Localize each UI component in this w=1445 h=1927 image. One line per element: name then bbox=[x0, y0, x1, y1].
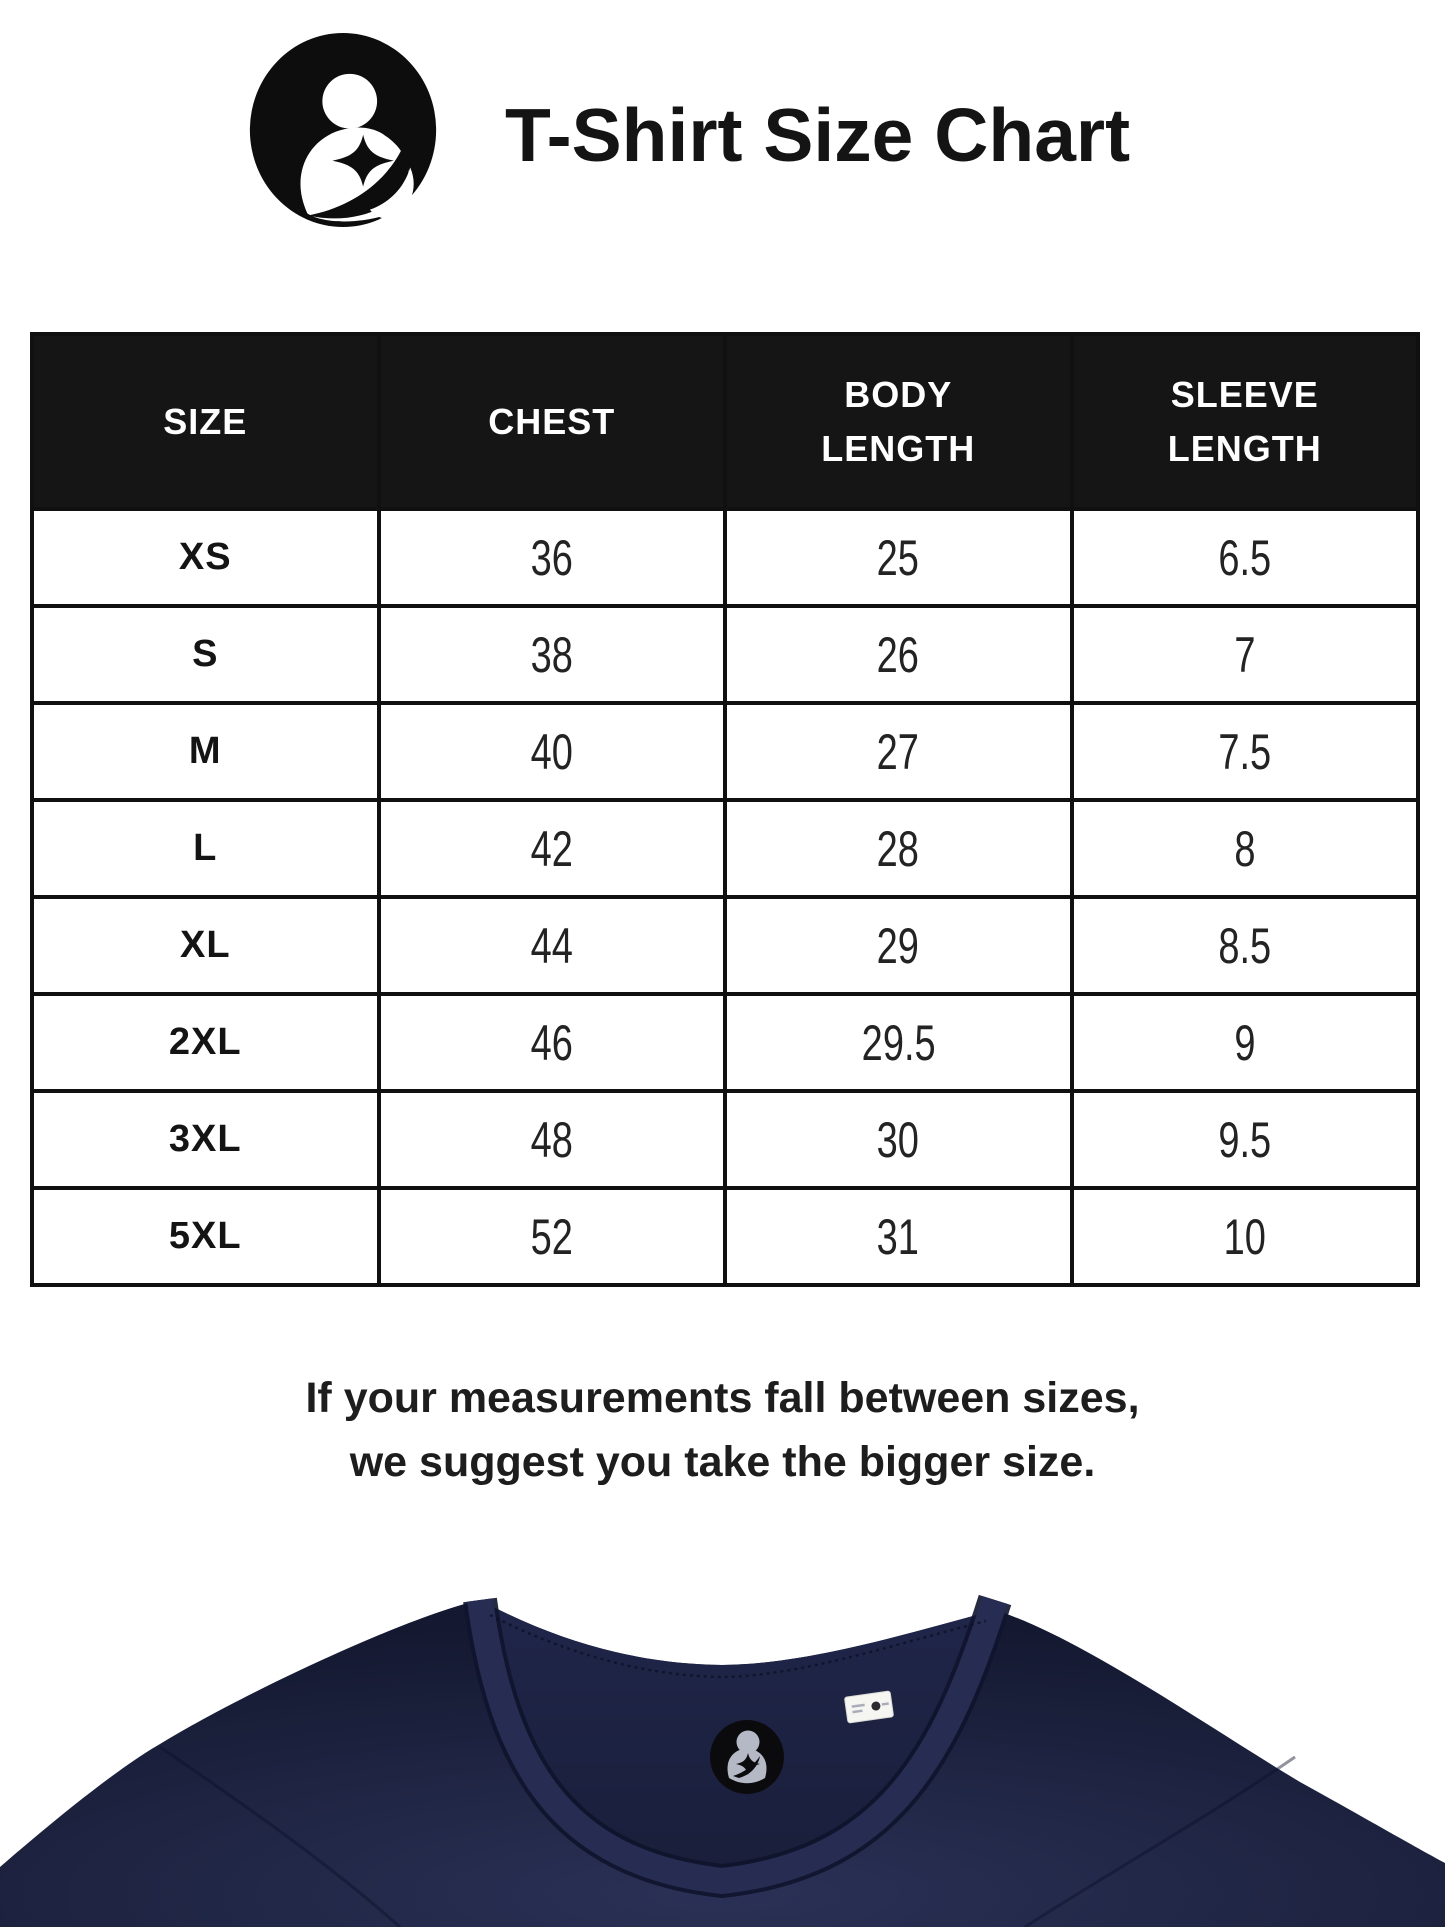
collar-brand-label bbox=[710, 1720, 784, 1794]
table-row-3xl bbox=[32, 1091, 1418, 1188]
table-row-xs bbox=[32, 509, 1418, 606]
body-length-value: 30 bbox=[877, 1111, 920, 1168]
sleeve-length-value: 9 bbox=[1234, 1014, 1256, 1071]
size-label: 3XL bbox=[168, 1118, 242, 1160]
table-row-s bbox=[32, 606, 1418, 703]
size-label: M bbox=[188, 730, 222, 772]
size-label: 5XL bbox=[168, 1215, 242, 1257]
size-label: L bbox=[193, 827, 218, 869]
chest-value: 36 bbox=[530, 529, 573, 586]
fit-note bbox=[0, 1366, 1445, 1494]
sleeve-length-value: 9.5 bbox=[1218, 1111, 1272, 1168]
chest-value: 42 bbox=[530, 820, 573, 877]
chest-value: 40 bbox=[530, 723, 573, 780]
page-title: T-Shirt Size Chart bbox=[505, 93, 1131, 177]
chest-value: 48 bbox=[530, 1111, 573, 1168]
sleeve-length-value: 6.5 bbox=[1218, 529, 1272, 586]
body-length-value: 27 bbox=[877, 723, 920, 780]
fit-note-line-2: we suggest you take the bigger size. bbox=[349, 1438, 1096, 1486]
size-chart-table bbox=[30, 332, 1420, 1287]
body-length-value: 25 bbox=[877, 529, 920, 586]
table-row-l bbox=[32, 800, 1418, 897]
size-label: 2XL bbox=[168, 1021, 242, 1063]
table-header-row bbox=[32, 334, 1418, 509]
chest-value: 38 bbox=[530, 626, 573, 683]
table-row-xl bbox=[32, 897, 1418, 994]
chest-value: 52 bbox=[530, 1208, 573, 1265]
sleeve-length-value: 8 bbox=[1234, 820, 1256, 877]
sleeve-length-value: 7 bbox=[1234, 626, 1256, 683]
size-label: XL bbox=[179, 924, 231, 966]
col-header-body-length: BODY LENGTH bbox=[725, 334, 1072, 509]
col-header-size: SIZE bbox=[32, 334, 379, 509]
body-length-value: 29 bbox=[877, 917, 920, 974]
brand-logo parent-and-child-icon bbox=[247, 30, 439, 230]
col-header-chest: CHEST bbox=[379, 334, 726, 509]
size-label: XS bbox=[178, 536, 232, 578]
chest-value: 44 bbox=[530, 917, 573, 974]
table-row-5xl bbox=[32, 1188, 1418, 1285]
size-label: S bbox=[192, 633, 219, 675]
tshirt-graphic bbox=[0, 1557, 1445, 1927]
brand-header bbox=[247, 30, 1130, 230]
col-header-sleeve-length: SLEEVE LENGTH bbox=[1072, 334, 1419, 509]
body-length-value: 26 bbox=[877, 626, 920, 683]
sleeve-length-value: 8.5 bbox=[1218, 917, 1272, 974]
table-row-m bbox=[32, 703, 1418, 800]
product-photo tshirt-collar-image bbox=[0, 1557, 1445, 1927]
body-length-value: 31 bbox=[877, 1208, 920, 1265]
sleeve-length-value: 7.5 bbox=[1218, 723, 1272, 780]
body-length-value: 29.5 bbox=[861, 1014, 936, 1071]
fit-note-line-1: If your measurements fall between sizes, bbox=[305, 1374, 1140, 1422]
chest-value: 46 bbox=[530, 1014, 573, 1071]
body-length-value: 28 bbox=[877, 820, 920, 877]
sleeve-length-value: 10 bbox=[1223, 1208, 1266, 1265]
table-row-2xl bbox=[32, 994, 1418, 1091]
